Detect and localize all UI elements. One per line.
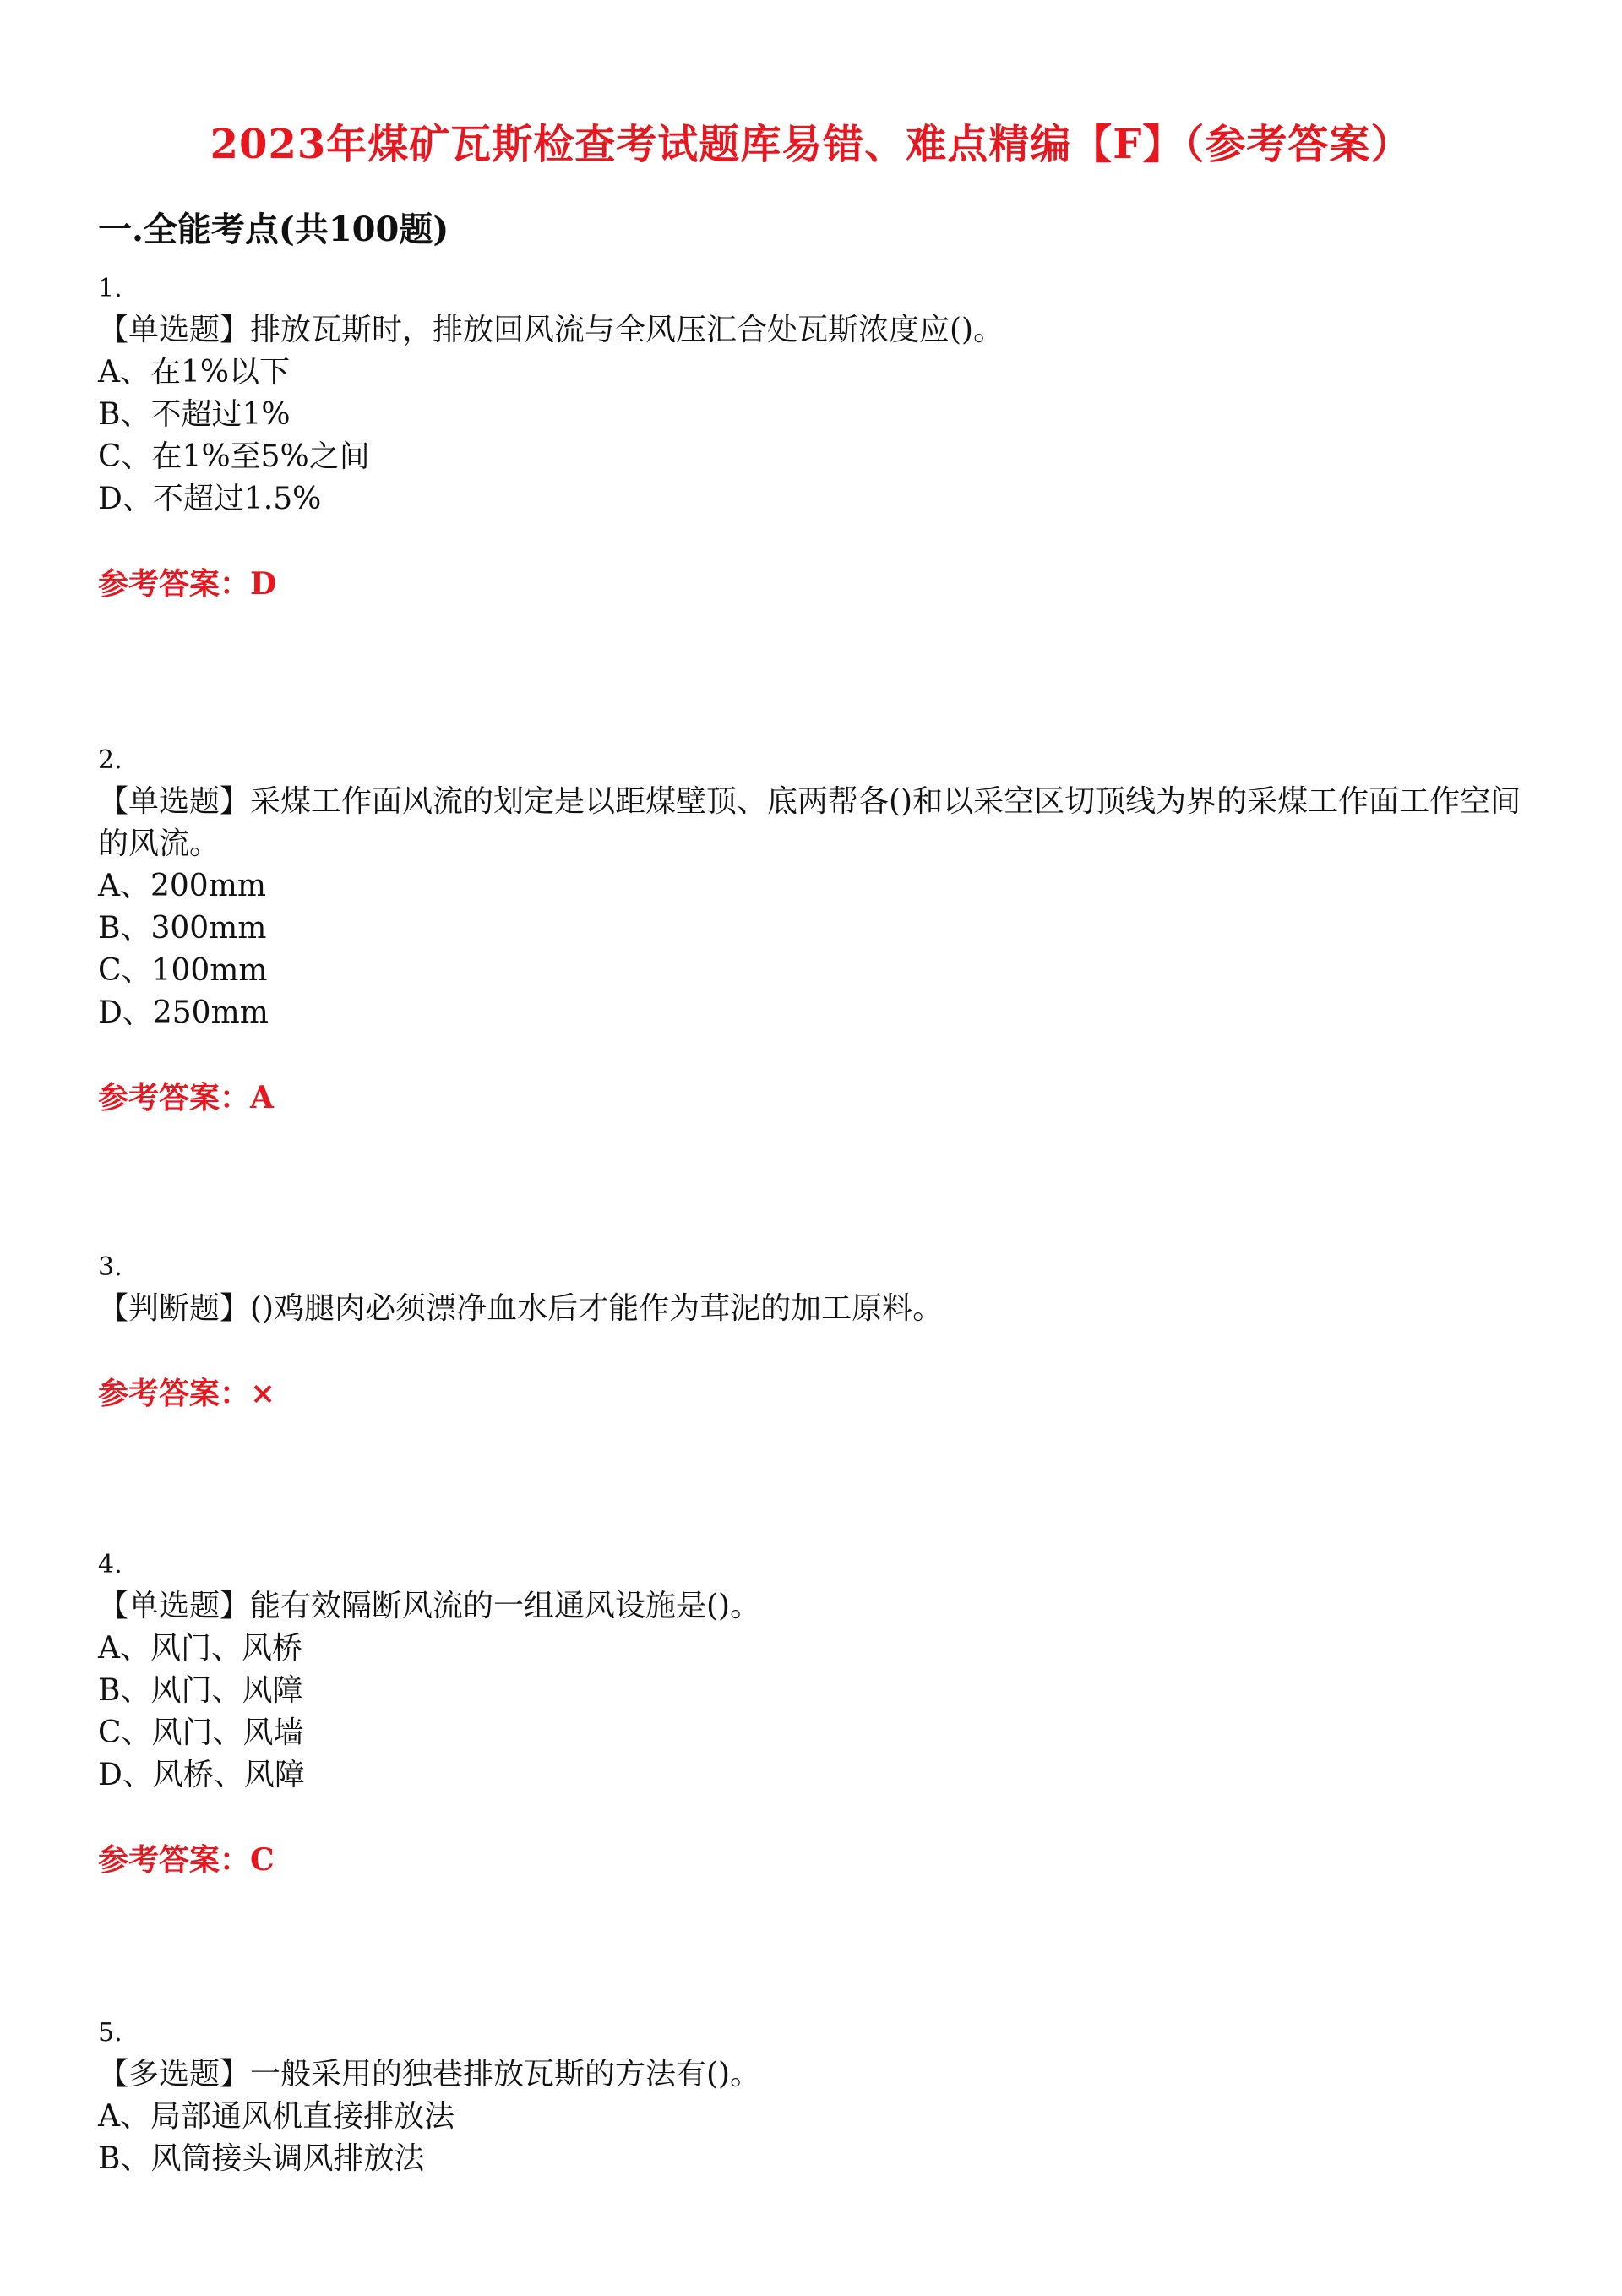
option-b: B、风筒接头调风排放法 <box>98 2141 425 2176</box>
option-a: A、局部通风机直接排放法 <box>98 2099 454 2134</box>
question-stem: 【判断题】()鸡腿肉必须漂净血水后才能作为茸泥的加工原料。 <box>98 1291 944 1326</box>
question-number: 2. <box>98 745 122 775</box>
option-a: A、200mm <box>98 869 266 903</box>
option-d: D、风桥、风障 <box>98 1758 305 1792</box>
question-1 <box>98 272 1534 605</box>
option-c: C、100mm <box>98 953 268 988</box>
question-3 <box>98 1251 1534 1415</box>
question-stem: 【多选题】一般采用的独巷排放瓦斯的方法有()。 <box>98 2057 761 2091</box>
option-b: B、风门、风障 <box>98 1673 303 1708</box>
question-2 <box>98 744 1534 1119</box>
reference-answer: 参考答案：A <box>98 1080 274 1115</box>
reference-answer: 参考答案：D <box>98 566 277 602</box>
question-stem: 【单选题】排放瓦斯时，排放回风流与全风压汇合处瓦斯浓度应()。 <box>98 313 1004 347</box>
question-4 <box>98 1548 1534 1881</box>
question-stem: 【单选题】采煤工作面风流的划定是以距煤壁顶、底两帮各()和以采空区切顶线为界的采煤工作面工作空间的风流。 <box>98 784 1521 861</box>
option-d: D、不超过1.5% <box>98 482 322 516</box>
question-number: 1. <box>98 274 122 303</box>
reference-answer: 参考答案：× <box>98 1376 276 1411</box>
question-5 <box>98 2016 1534 2180</box>
option-c: C、风门、风墙 <box>98 1715 304 1750</box>
question-stem: 【单选题】能有效隔断风流的一组通风设施是()。 <box>98 1589 761 1623</box>
option-a: A、在1%以下 <box>98 355 291 390</box>
option-b: B、不超过1% <box>98 397 291 432</box>
option-a: A、风门、风桥 <box>98 1631 302 1666</box>
option-c: C、在1%至5%之间 <box>98 439 370 474</box>
section-title: 一.全能考点(共100题) <box>98 210 449 249</box>
reference-answer: 参考答案：C <box>98 1842 275 1878</box>
option-d: D、250mm <box>98 995 269 1030</box>
option-b: B、300mm <box>98 911 267 946</box>
question-number: 5. <box>98 2018 122 2048</box>
document-title: 2023年煤矿瓦斯检查考试题库易错、难点精编【F】（参考答案） <box>210 121 1412 168</box>
question-number: 4. <box>98 1550 122 1579</box>
question-number: 3. <box>98 1252 122 1282</box>
